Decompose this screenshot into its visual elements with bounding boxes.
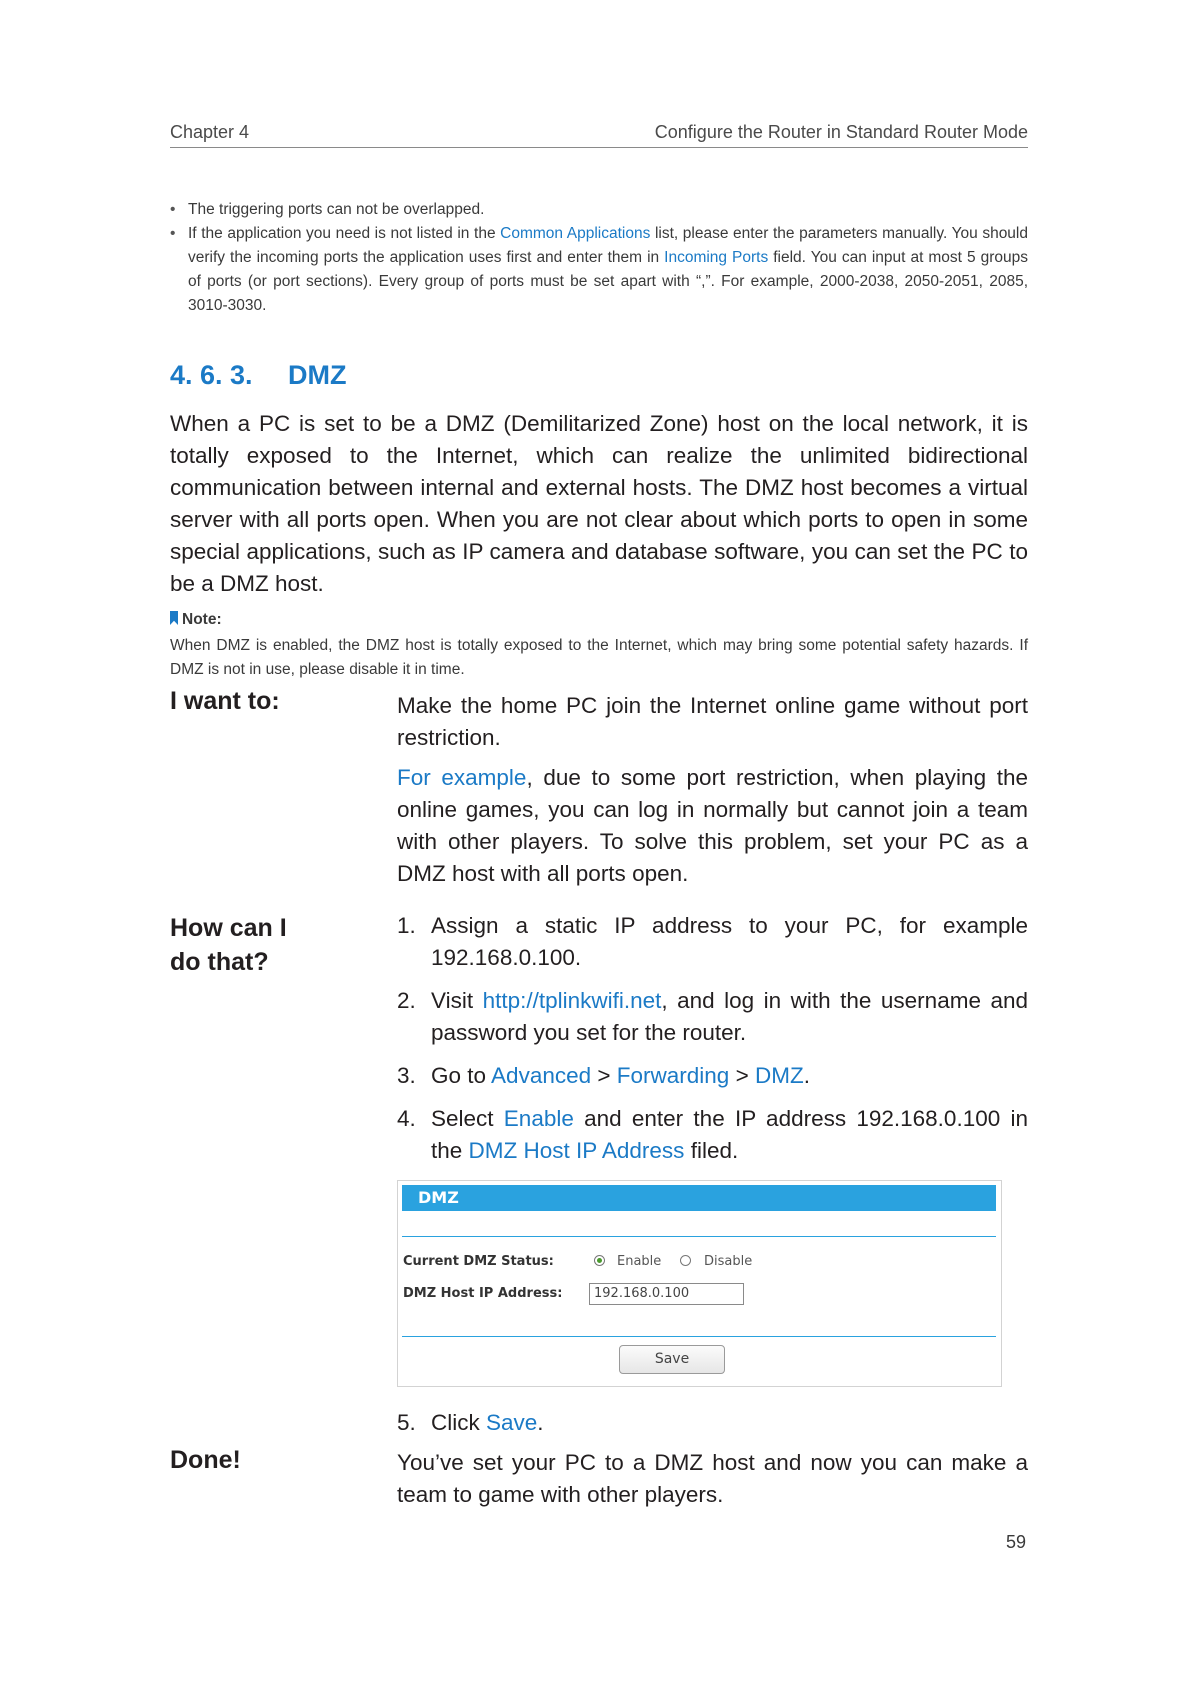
note-heading — [170, 611, 222, 629]
bullet-text: field. You can input at most 5 groups of ports (or port sections). Every group of ports must be set apart with “,”. For example, 2000-2038, 2050-2051, 2085, 3010-3030. — [188, 249, 1028, 314]
chapter-title: Configure the Router in Standard Router Mode — [654, 122, 1028, 142]
bullet-item — [170, 198, 1028, 222]
tplinkwifi-link[interactable]: http://tplinkwifi.net — [482, 988, 662, 1013]
advanced-link[interactable]: Advanced — [491, 1063, 592, 1088]
step-text: Click — [431, 1410, 486, 1435]
done-label: Done! — [170, 1446, 241, 1474]
step-item — [397, 1407, 1028, 1439]
bullet-item — [170, 222, 1028, 318]
step-text: Assign a static IP address to your PC, for example 192.168.0.100. — [431, 913, 1028, 970]
disable-radio-label: Disable — [704, 1254, 753, 1269]
dmz-link[interactable]: DMZ — [754, 1063, 804, 1088]
step-item — [397, 985, 1028, 1049]
disable-radio[interactable] — [680, 1255, 691, 1266]
enable-radio-label: Enable — [617, 1254, 662, 1269]
want-text: Make the home PC join the Internet online game without port restriction. — [397, 693, 1028, 750]
step-text: Select — [431, 1106, 504, 1131]
note-text: When DMZ is enabled, the DMZ host is totally exposed to the Internet, which may bring some potential safety hazards. If DMZ is not in use, please disable it in time. — [170, 637, 1028, 678]
dmz-ip-label: DMZ Host IP Address: — [403, 1286, 563, 1301]
step-item — [397, 1103, 1028, 1167]
bullet-text: list, please enter the parameters manually. You should verify the incoming ports the application uses first and enter them in — [188, 225, 1028, 266]
chapter-label: Chapter 4 — [170, 122, 250, 142]
step-text: . — [537, 1410, 544, 1435]
want-example — [397, 762, 1028, 890]
step-item — [397, 1407, 1028, 1450]
step-text: Go to — [431, 1063, 492, 1088]
dmz-status-label: Current DMZ Status: — [403, 1254, 554, 1269]
step-number: 2. — [397, 988, 416, 1013]
dmz-host-ip-link[interactable]: DMZ Host IP Address — [468, 1138, 685, 1163]
steps-list — [397, 910, 1028, 1178]
want-content — [397, 690, 1028, 890]
step-item — [397, 1060, 1028, 1092]
how-label — [170, 911, 287, 979]
step-number: 1. — [397, 913, 416, 938]
bookmark-icon — [170, 611, 178, 625]
bullet-list — [170, 198, 1028, 318]
page-number: 59 — [1006, 1532, 1027, 1552]
how-label-line: How can I — [170, 914, 287, 942]
common-applications-link[interactable]: Common Applications — [500, 225, 651, 242]
how-label-line: do that? — [170, 948, 269, 976]
note-title: Note: — [182, 611, 222, 628]
section-title: DMZ — [288, 360, 347, 390]
step-text: filed. — [684, 1138, 739, 1163]
for-example-link[interactable]: For example — [397, 765, 527, 790]
page-header — [170, 120, 1028, 148]
step-separator: > — [591, 1063, 617, 1088]
section-number: 4. 6. 3. — [170, 360, 253, 390]
step-number: 4. — [397, 1106, 416, 1131]
step-separator: > — [729, 1063, 755, 1088]
forwarding-link[interactable]: Forwarding — [616, 1063, 730, 1088]
step-number: 3. — [397, 1063, 416, 1088]
intro-paragraph: When a PC is set to be a DMZ (Demilitarized Zone) host on the local network, it is totally exposed to the Internet, which can realize the unlimited bidirectional communication between internal and external hosts. The DMZ host becomes a virtual server with all ports open. When you are not clear about which ports to open in some special applications, such as IP camera and database software, you can set the PC to be a DMZ host. — [170, 411, 1028, 596]
enable-link[interactable]: Enable — [503, 1106, 574, 1131]
save-link[interactable]: Save — [486, 1410, 538, 1435]
divider — [402, 1336, 996, 1337]
step-number: 5. — [397, 1410, 416, 1435]
example-text: , due to some port restriction, when playing the online games, you can log in normally but cannot join a team with other players. To solve this problem, set your PC as a DMZ host with all ports open. — [397, 765, 1028, 886]
step-text: , and log in with the username and password you set for the router. — [431, 988, 1028, 1045]
done-text: You’ve set your PC to a DMZ host and now you can make a team to game with other players. — [397, 1450, 1028, 1507]
dmz-panel-title: DMZ — [402, 1185, 996, 1211]
divider — [402, 1236, 996, 1237]
enable-radio[interactable] — [594, 1255, 605, 1266]
incoming-ports-link[interactable]: Incoming Ports — [664, 249, 769, 266]
bullet-text: If the application you need is not listed in the — [188, 225, 501, 242]
section-heading — [170, 360, 346, 391]
want-label: I want to: — [170, 687, 280, 715]
bullet-text: The triggering ports can not be overlapped. — [188, 201, 485, 218]
step-item — [397, 910, 1028, 974]
step-text: Visit — [431, 988, 483, 1013]
step-text: and enter the IP address 192.168.0.100 in the — [431, 1106, 1028, 1163]
save-button[interactable]: Save — [619, 1345, 725, 1374]
dmz-host-ip-input[interactable]: 192.168.0.100 — [589, 1283, 744, 1305]
dmz-screenshot — [397, 1180, 1002, 1387]
step-text: . — [803, 1063, 810, 1088]
